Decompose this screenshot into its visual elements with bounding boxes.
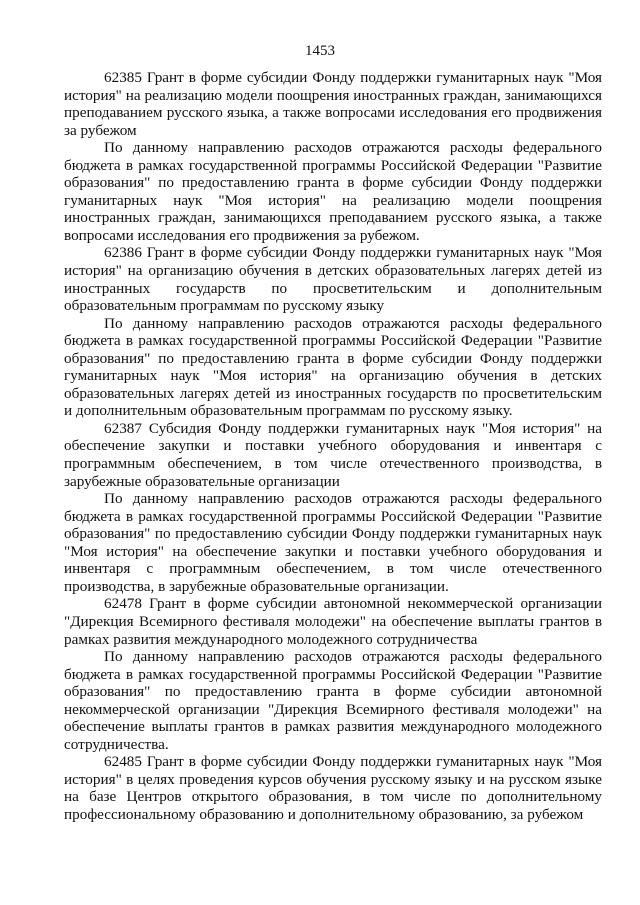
paragraph-62386-description: По данному направлению расходов отражаются расходы федерального бюджета в рамках государственной программы Российской Федерации "Развитие образования" по предоставлению гранта в форме субсидии Фонду поддержки гуманитарных наук "Моя история" на организацию обучения в детских образовательных лагерях детей из иностранных государств по просветительским и дополнительным образовательным программам по русскому языку. [64, 314, 602, 420]
paragraph-62385-title: 62385 Грант в форме субсидии Фонду поддержки гуманитарных наук "Моя история" на реализацию модели поощрения иностранных граждан, занимающихся преподаванием русского языка, а также вопросами исследования его продвижения за рубежом [64, 69, 602, 139]
paragraph-62478-title: 62478 Грант в форме субсидии автономной некоммерческой организации "Дирекция Всемирного фестиваля молодежи" на обеспечение выплаты грантов в рамках развития международного молодежного сотрудничества [64, 595, 602, 648]
paragraph-62386-title: 62386 Грант в форме субсидии Фонду поддержки гуманитарных наук "Моя история" на организацию обучения в детских образовательных лагерях детей из иностранных государств по просветительским и дополнительным образовательным программам по русскому языку [64, 244, 602, 315]
body-text [64, 69, 602, 824]
paragraph-62478-description: По данному направлению расходов отражаются расходы федерального бюджета в рамках государственной программы Российской Федерации "Развитие образования" по предоставлению гранта в форме субсидии автономной некоммерческой организации "Дирекция Всемирного фестиваля молодежи" на обеспечение выплаты грантов в рамках развития международного молодежного сотрудничества. [64, 648, 602, 753]
paragraph-62387-title: 62387 Субсидия Фонду поддержки гуманитарных наук "Моя история" на обеспечение закупки и поставки учебного оборудования и инвентаря с программным обеспечением, в том числе отечественного производства, в зарубежные образовательные организации [64, 419, 602, 490]
page-number: 1453 [305, 43, 335, 59]
paragraph-62385-description: По данному направлению расходов отражаются расходы федерального бюджета в рамках государственной программы Российской Федерации "Развитие образования" по предоставлению гранта в форме субсидии Фонду поддержки гуманитарных наук "Моя история" на реализацию модели поощрения иностранных граждан, занимающихся преподаванием русского языка, а также вопросами исследования его продвижения за рубежом. [64, 139, 602, 244]
paragraph-62387-description: По данному направлению расходов отражаются расходы федерального бюджета в рамках государственной программы Российской Федерации "Развитие образования" по предоставлению субсидии Фонду поддержки гуманитарных наук "Моя история" на обеспечение закупки и поставки учебного оборудования и инвентаря с программным обеспечением, в том числе отечественного производства, в зарубежные образовательные организации. [64, 490, 602, 595]
paragraph-62485-title: 62485 Грант в форме субсидии Фонду поддержки гуманитарных наук "Моя история" в целях проведения курсов обучения русскому языку и на русском языке на базе Центров открытого образования, в том числе по дополнительному профессиональному образованию и дополнительному образованию, за рубежом [64, 753, 602, 823]
